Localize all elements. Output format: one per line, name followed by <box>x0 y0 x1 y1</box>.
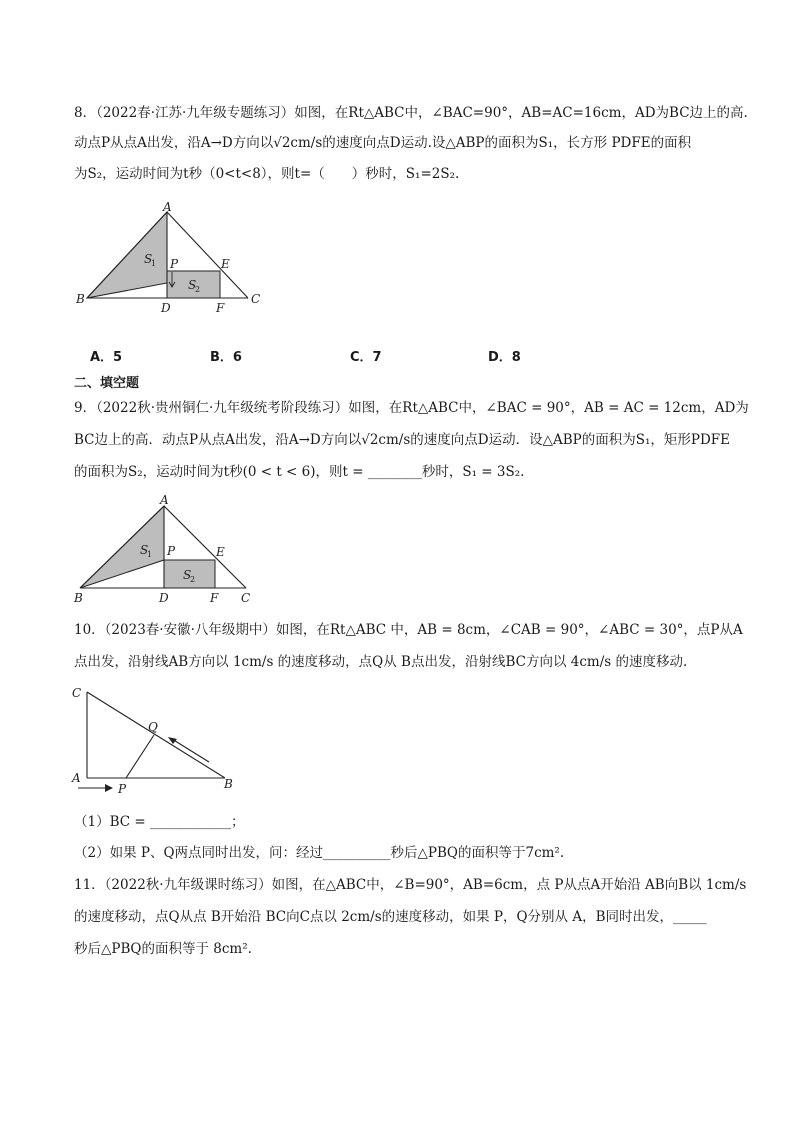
q10-arrow-b-to-c <box>172 739 209 762</box>
q10-arrowhead-a-to-b <box>105 784 113 792</box>
q9-label-d: D <box>159 591 169 605</box>
q9-text-line1: 9．（2022秋·贵州铜仁·九年级统考阶段练习）如图，在Rt△ABC中，∠BAC = 90°，AB = AC = 12cm，AD为 <box>74 400 749 416</box>
q9-text-line2: BC边上的高．动点P从点A出发，沿A→D方向以√2cm/s的速度向点D运动．设△ABP的面积为S₁，矩形PDFE <box>74 432 730 448</box>
q9-label-p: P <box>167 544 176 558</box>
q8-label-p: P <box>170 257 179 271</box>
q10-label-q: Q <box>148 720 158 734</box>
q9-label-s1: S <box>140 543 149 557</box>
q8-label-s2: S <box>188 278 197 292</box>
q9-label-s1-sub: 1 <box>147 550 153 559</box>
q9-label-s2: S <box>183 568 192 582</box>
q9-label-s2-sub: 2 <box>190 575 196 584</box>
q9-label-a: A <box>160 494 169 507</box>
q10-segment-pq <box>126 735 154 778</box>
q10-label-p: P <box>118 782 127 796</box>
q10-text-line2: 点出发，沿射线AB方向以 1cm/s 的速度移动，点Q从 B点出发，沿射线BC方向以 4cm/s 的速度移动. <box>74 654 688 670</box>
q11-text-line2: 的速度移动，点Q从点 B开始沿 BC向C点以 2cm/s的速度移动，如果 P，Q分别从 A，B同时出发，_____ <box>74 909 707 925</box>
q10-subquestion-2: （2）如果 P、Q两点同时出发，问：经过__________秒后△PBQ的面积等于7cm². <box>74 845 565 861</box>
q8-label-e: E <box>221 257 230 271</box>
q8-text-line3: 为S₂，运动时间为t秒（0<t<8），则t=（ ）秒时，S₁=2S₂. <box>74 166 460 182</box>
q11-text-line3: 秒后△PBQ的面积等于 8cm². <box>74 941 252 957</box>
q8-text-line1: 8．（2022春·江苏·九年级专题练习）如图，在Rt△ABC中，∠BAC=90°，AB=AC=16cm，AD为BC边上的高. <box>74 105 748 121</box>
q9-label-c: C <box>241 591 251 605</box>
q8-option-a[interactable]: A．5 <box>90 350 123 365</box>
q10-label-b: B <box>224 777 233 791</box>
q8-label-b: B <box>76 292 85 306</box>
q9-figure <box>68 494 258 606</box>
q10-subquestion-1: （1）BC = ____________； <box>74 814 245 830</box>
q10-label-a: A <box>72 771 81 785</box>
q8-text-line2: 动点P从点A出发，沿A→D方向以√2cm/s的速度向点D运动.设△ABP的面积为S₁，长方形 PDFE的面积 <box>74 135 692 151</box>
q9-label-f: F <box>210 591 219 605</box>
q8-label-c: C <box>251 292 261 306</box>
q10-text-line1: 10．（2023春·安徽·八年级期中）如图，在Rt△ABC 中，AB = 8cm，∠CAB = 90°，∠ABC = 30°，点P从A <box>74 622 743 638</box>
q9-text-line3: 的面积为S₂，运动时间为t秒(0 < t < 6)，则t = ________秒时，S₁ = 3S₂. <box>74 464 525 480</box>
q10-figure <box>66 682 246 798</box>
q8-label-s1: S <box>144 252 153 266</box>
q10-side-cb <box>87 692 225 778</box>
q8-label-f: F <box>216 301 225 315</box>
q11-text-line1: 11．（2022秋·九年级课时练习）如图，在△ABC中，∠B=90°，AB=6cm，点 P从点A开始沿 AB向B以 1cm/s <box>74 877 747 893</box>
q9-label-b: B <box>74 591 83 605</box>
q8-label-s1-sub: 1 <box>151 259 157 268</box>
q10-label-c: C <box>72 686 82 700</box>
q9-label-e: E <box>216 545 225 559</box>
q8-label-d: D <box>161 301 171 315</box>
q8-option-b[interactable]: B．6 <box>210 350 242 365</box>
section-title-fill-blank: 二、填空题 <box>74 376 140 391</box>
q8-label-a: A <box>163 200 172 214</box>
q8-option-d[interactable]: D．8 <box>488 350 521 365</box>
q8-label-s2-sub: 2 <box>195 285 201 294</box>
q8-option-c[interactable]: C．7 <box>350 350 382 365</box>
q8-figure <box>70 200 270 318</box>
